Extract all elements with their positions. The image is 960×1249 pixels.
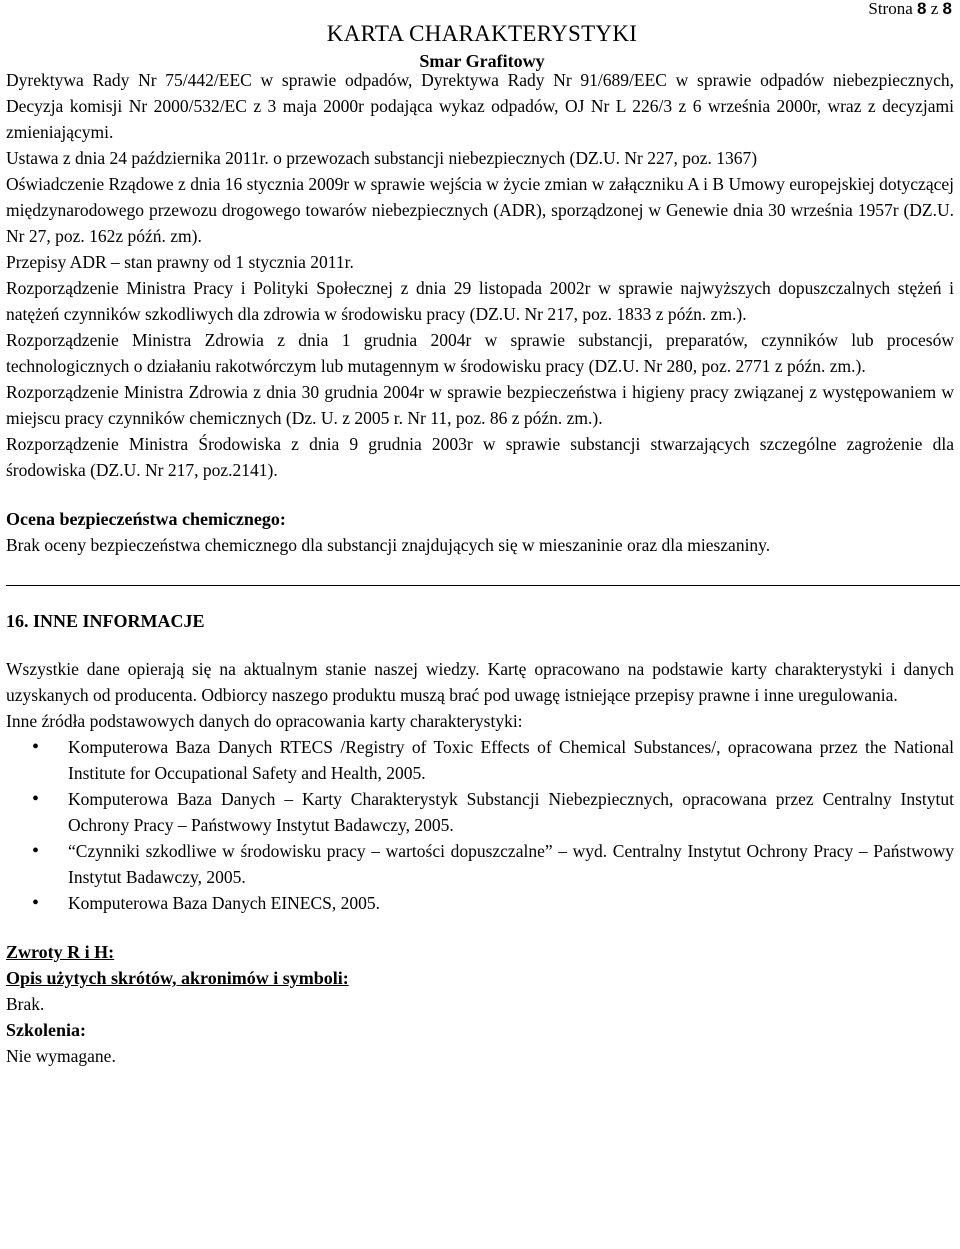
regulation-paragraph: Rozporządzenie Ministra Zdrowia z dnia 30 grudnia 2004r w sprawie bezpieczeństwa i higieny pracy związanej z występowaniem w miejscu pracy czynników chemicznych (Dz. U. z 2005 r. Nr 11, poz. 86 z późn. zm.).: [6, 382, 954, 428]
bullet-icon: •: [32, 892, 40, 914]
document-title: KARTA CHARAKTERYSTYKI: [326, 21, 638, 46]
training-heading: Szkolenia:: [6, 1020, 87, 1040]
source-text: Komputerowa Baza Danych – Karty Charakterystyk Substancji Niebezpiecznych, opracowana przez Centralny Instytut Ochrony Pracy – Państwowy Instytut Badawczy, 2005.: [68, 789, 954, 835]
list-item: [6, 890, 954, 916]
page-current: 8: [917, 0, 927, 18]
abbreviations-text: Brak.: [6, 994, 45, 1014]
document-body: [6, 67, 954, 1069]
sources-list: [6, 734, 954, 916]
bullet-icon: •: [32, 840, 40, 862]
r-h-phrases-heading: Zwroty R i H:: [6, 942, 115, 962]
safety-assessment-text: Brak oceny bezpieczeństwa chemicznego dla substancji znajdujących się w mieszaninie oraz dla mieszaniny.: [6, 535, 771, 555]
bullet-icon: •: [32, 736, 40, 758]
regulation-paragraph: Oświadczenie Rządowe z dnia 16 stycznia 2009r w sprawie wejścia w życie zmian w załączniku A i B Umowy europejskiej dotyczącej międzynarodowego przewozu drogowego towarów niebezpiecznych (ADR), sporządzonej w Genewie dnia 30 września 1957r (DZ.U. Nr 27, poz. 162z późń. zm).: [6, 174, 954, 246]
page-total: 8: [942, 0, 952, 18]
regulation-paragraph: Przepisy ADR – stan prawny od 1 stycznia 2011r.: [6, 252, 354, 272]
page-prefix: Strona: [868, 0, 918, 18]
regulation-paragraph: Ustawa z dnia 24 października 2011r. o przewozach substancji niebezpiecznych (DZ.U. Nr 227, poz. 1367): [6, 148, 758, 168]
source-text: Komputerowa Baza Danych EINECS, 2005.: [68, 893, 381, 913]
bullet-icon: •: [32, 788, 40, 810]
sources-label: Inne źródła podstawowych danych do opracowania karty charakterystyki:: [6, 711, 523, 731]
regulation-paragraph: Rozporządzenie Ministra Zdrowia z dnia 1 grudnia 2004r w sprawie substancji, preparatów, czynników lub procesów technologicznych o działaniu rakotwórczym lub mutagennym w środowisku pracy (DZ.U. Nr 280, poz. 2771 z późn. zm.).: [6, 330, 954, 376]
safety-assessment-heading: Ocena bezpieczeństwa chemicznego:: [6, 509, 286, 529]
section-16-intro: Wszystkie dane opierają się na aktualnym stanie naszej wiedzy. Kartę opracowano na podstawie karty charakterystyki i danych uzyskanych od producenta. Odbiorcy naszego produktu muszą brać pod uwagę istniejące przepisy prawne i inne uregulowania.: [6, 659, 954, 705]
abbreviations-heading: Opis użytych skrótów, akronimów i symboli:: [6, 968, 349, 988]
regulation-paragraph: Rozporządzenie Ministra Pracy i Polityki Społecznej z dnia 29 listopada 2002r w sprawie najwyższych dopuszczalnych stężeń i natężeń czynników szkodliwych dla zdrowia w środowisku pracy (DZ.U. Nr 217, poz. 1833 z późn. zm.).: [6, 278, 954, 324]
section-divider: [6, 585, 960, 586]
regulation-paragraph: Rozporządzenie Ministra Środowiska z dnia 9 grudnia 2003r w sprawie substancji stwarzających szczególne zagrożenie dla środowiska (DZ.U. Nr 217, poz.2141).: [6, 434, 954, 480]
product-name: Smar Grafitowy: [419, 51, 545, 71]
list-item: [6, 734, 954, 786]
regulation-paragraph: Dyrektywa Rady Nr 75/442/EEC w sprawie odpadów, Dyrektywa Rady Nr 91/689/EEC w sprawie odpadów niebezpiecznych, Decyzja komisji Nr 2000/532/EC z 3 maja 2000r podająca wykaz odpadów, OJ Nr L 226/3 z 6 września 2000r, wraz z decyzjami zmieniającymi.: [6, 70, 954, 142]
page-number: [868, 0, 952, 18]
training-text: Nie wymagane.: [6, 1046, 116, 1066]
source-text: Komputerowa Baza Danych RTECS /Registry of Toxic Effects of Chemical Substances/, opracowana przez the National Institute for Occupational Safety and Health, 2005.: [68, 737, 954, 783]
section-16-heading: 16. INNE INFORMACJE: [6, 611, 205, 631]
list-item: [6, 786, 954, 838]
source-text: “Czynniki szkodliwe w środowisku pracy – wartości dopuszczalne” – wyd. Centralny Instytut Ochrony Pracy – Państwowy Instytut Badawczy, 2005.: [68, 841, 954, 887]
page-separator: z: [926, 0, 943, 18]
list-item: [6, 838, 954, 890]
